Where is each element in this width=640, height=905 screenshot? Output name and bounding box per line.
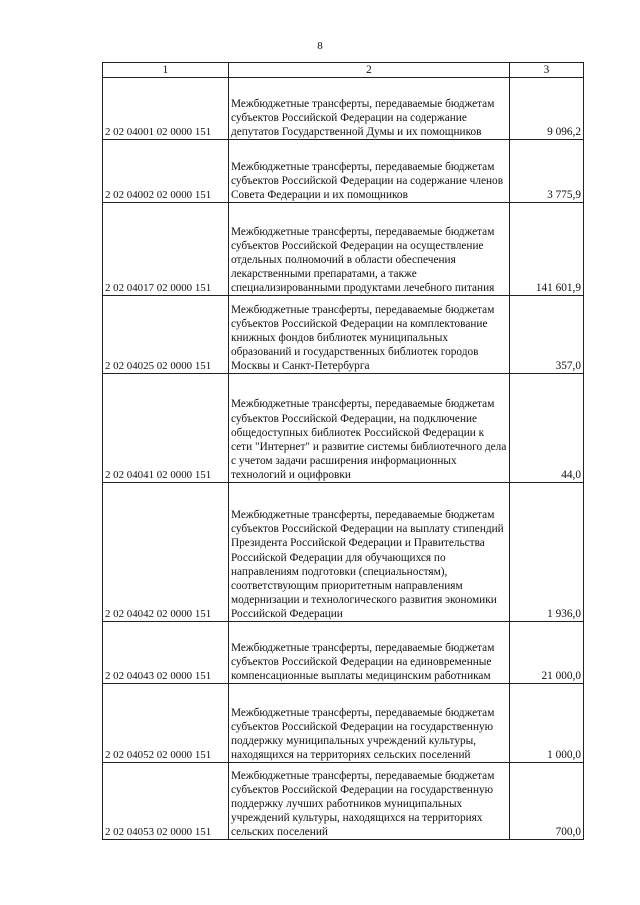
row-amount: 44,0 [510,374,584,483]
row-amount: 141 601,9 [510,203,584,296]
row-amount: 1 936,0 [510,483,584,622]
table-row [103,140,584,203]
page-number: 8 [317,40,323,52]
table-row [103,203,584,296]
row-description: Межбюджетные трансферты, передаваемые бюджетам субъектов Российской Федерации на содержание членов Совета Федерации и их помощников [229,140,510,203]
row-amount: 9 096,2 [510,78,584,140]
row-description: Межбюджетные трансферты, передаваемые бюджетам субъектов Российской Федерации на единовременные компенсационные выплаты медицинским работникам [229,622,510,684]
table-row [103,374,584,483]
table-row [103,763,584,840]
budget-table [102,62,584,840]
table-row [103,622,584,684]
row-amount: 1 000,0 [510,684,584,763]
row-code: 2 02 04041 02 0000 151 [103,374,229,483]
row-code: 2 02 04043 02 0000 151 [103,622,229,684]
table-header-row [103,63,584,78]
row-code: 2 02 04001 02 0000 151 [103,78,229,140]
row-code: 2 02 04042 02 0000 151 [103,483,229,622]
column-header-code: 1 [103,63,229,78]
row-amount: 21 000,0 [510,622,584,684]
table-row [103,684,584,763]
row-description: Межбюджетные трансферты, передаваемые бюджетам субъектов Российской Федерации на государственную поддержку лучших работников муниципальных учреждений культуры, находящихся на территориях сельских поселений [229,763,510,840]
row-code: 2 02 04053 02 0000 151 [103,763,229,840]
column-header-description: 2 [229,63,510,78]
row-code: 2 02 04017 02 0000 151 [103,203,229,296]
row-description: Межбюджетные трансферты, передаваемые бюджетам субъектов Российской Федерации на комплектование книжных фондов библиотек муниципальных образований и государственных библиотек городов Москвы и Санкт-Петербурга [229,296,510,374]
table-row [103,296,584,374]
column-header-amount: 3 [510,63,584,78]
row-code: 2 02 04002 02 0000 151 [103,140,229,203]
row-amount: 357,0 [510,296,584,374]
table-row [103,483,584,622]
row-description: Межбюджетные трансферты, передаваемые бюджетам субъектов Российской Федерации на осуществление отдельных полномочий в области обеспечения лекарственными препаратами, а также специализированными продуктами лечебного питания [229,203,510,296]
row-description: Межбюджетные трансферты, передаваемые бюджетам субъектов Российской Федерации, на подключение общедоступных библиотек Российской Федерации к сети "Интернет" и развитие системы библиотечного дела с учетом задачи расширения информационных технологий и оцифровки [229,374,510,483]
row-code: 2 02 04052 02 0000 151 [103,684,229,763]
table-row [103,78,584,140]
row-code: 2 02 04025 02 0000 151 [103,296,229,374]
row-amount: 3 775,9 [510,140,584,203]
row-description: Межбюджетные трансферты, передаваемые бюджетам субъектов Российской Федерации на содержание депутатов Государственной Думы и их помощников [229,78,510,140]
row-description: Межбюджетные трансферты, передаваемые бюджетам субъектов Российской Федерации на выплату стипендий Президента Российской Федерации и Правительства Российской Федерации для обучающихся по направлениям подготовки (специальностям), соответствующим приоритетным направлениям модернизации и технологического развития экономики Российской Федерации [229,483,510,622]
row-amount: 700,0 [510,763,584,840]
row-description: Межбюджетные трансферты, передаваемые бюджетам субъектов Российской Федерации на государственную поддержку муниципальных учреждений культуры, находящихся на территориях сельских поселений [229,684,510,763]
